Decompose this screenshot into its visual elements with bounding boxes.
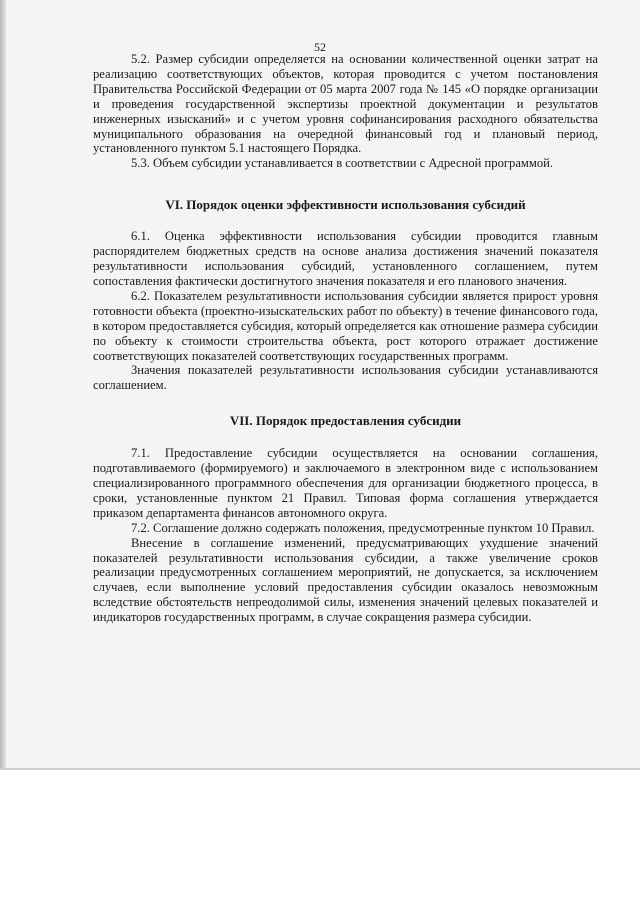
page-number: 52 <box>314 40 326 54</box>
scan-bottom-edge <box>0 768 640 770</box>
section-heading-vi: VI. Порядок оценки эффективности использования субсидий <box>165 197 526 213</box>
paragraph-7-2: 7.2. Соглашение должно содержать положения, предусмотренные пунктом 10 Правил. <box>131 520 595 535</box>
paragraph-5-3: 5.3. Объем субсидии устанавливается в соответствии с Адресной программой. <box>131 156 554 171</box>
paragraph-6-1: 6.1. Оценка эффективности использования субсидии проводится главным распорядителем бюджетных средств на основе анализа достижения значений показателя результативности использования субсидий, установленного соглашением, путем сопоставления фактически достигнутого значения показателя и его планового значения. <box>93 229 598 288</box>
scan-left-edge-shadow <box>0 0 6 770</box>
paragraph-indicator-values: Значения показателей результативности использования субсидии устанавливаются соглашением. <box>93 363 598 393</box>
document-body <box>93 52 598 625</box>
paragraph-amendments: Внесение в соглашение изменений, предусматривающих ухудшение значений показателей результативности использования субсидии, а также увеличение сроков реализации предусмотренных соглашением мероприятий, не допускается, за исключением случаев, если выполнение условий предоставления субсидии оказалось невозможным вследствие обстоятельств непреодолимой силы, изменения значений целевых показателей и индикаторов государственных программ, в случае сокращения размера субсидии. <box>93 535 598 625</box>
paragraph-5-2: 5.2. Размер субсидии определяется на основании количественной оценки затрат на реализацию соответствующих объектов, которая проводится с учетом постановления Правительства Российской Федерации от 05 марта 2007 года № 145 «О порядке организации и проведения государственной экспертизы проектной документации и результатов инженерных изысканий» и с учетом уровня софинансирования расходного обязательства муниципального образования на очередной финансовый год и плановый период, установленного пунктом 5.1 настоящего Порядка. <box>93 52 598 156</box>
paragraph-7-1: 7.1. Предоставление субсидии осуществляется на основании соглашения, подготавливаемого (формируемого) и заключаемого в электронном виде с использованием специализированного программного обеспечения для организации бюджетного процесса, в сроки, установленные пунктом 21 Правил. Типовая форма соглашения утверждается приказом департамента финансов автономного округа. <box>93 446 598 520</box>
paragraph-6-2: 6.2. Показателем результативности использования субсидии является прирост уровня готовности объекта (проектно-изыскательских работ по объекту) в течение финансового года, в котором предоставляется субсидия, который определяется как отношение размера субсидии по объекту к стоимости строительства объекта, рост которого отражает достижение соответствующих показателей соответствующих государственных программ. <box>93 288 598 363</box>
section-heading-vii: VII. Порядок предоставления субсидии <box>229 413 462 429</box>
